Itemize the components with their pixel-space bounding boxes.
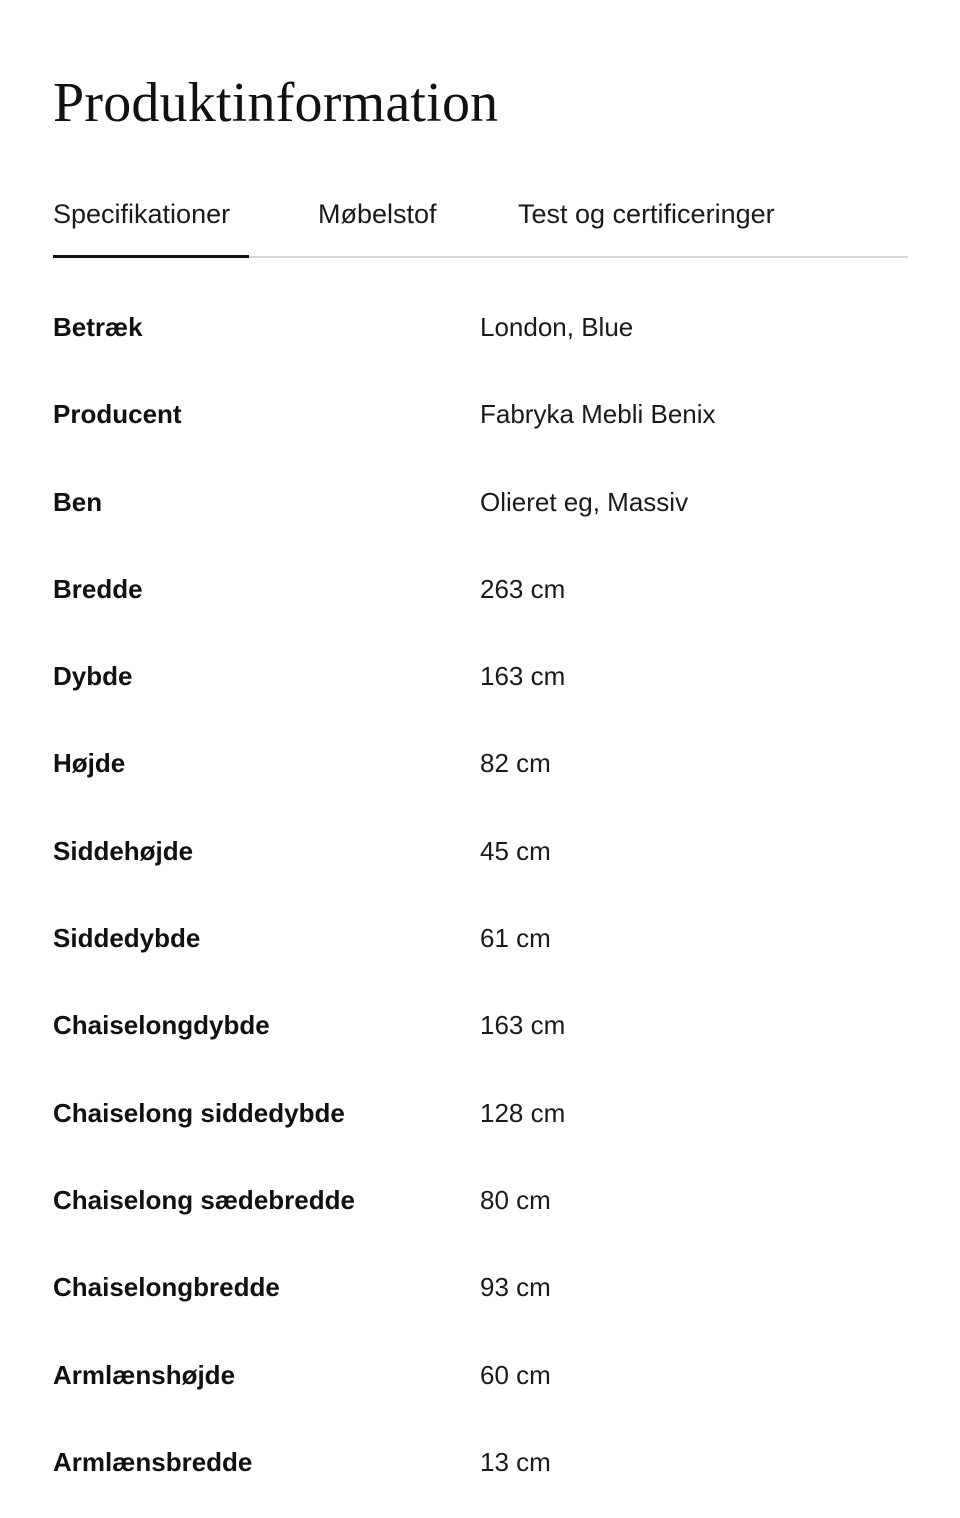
page-title: Produktinformation — [53, 72, 499, 134]
tab-bar — [53, 190, 908, 258]
spec-label: Siddedybde — [53, 923, 201, 954]
spec-row — [53, 720, 908, 807]
spec-row — [53, 808, 908, 895]
spec-row — [53, 1419, 908, 1506]
spec-row — [53, 895, 908, 982]
spec-label: Højde — [53, 748, 126, 779]
spec-label: Chaiselongbredde — [53, 1272, 280, 1303]
spec-value: London, Blue — [480, 312, 634, 342]
tab-mobelstof[interactable]: Møbelstof — [318, 199, 437, 229]
spec-value: 45 cm — [480, 835, 551, 866]
spec-value: 163 cm — [480, 1010, 566, 1041]
spec-label: Siddehøjde — [53, 835, 194, 866]
spec-value: 13 cm — [480, 1446, 551, 1477]
spec-label: Bredde — [53, 573, 143, 604]
spec-label: Armlænshøjde — [53, 1359, 236, 1390]
spec-label: Dybde — [53, 661, 133, 692]
spec-value: 263 cm — [480, 573, 566, 604]
spec-value: 80 cm — [480, 1184, 551, 1215]
spec-row — [53, 546, 908, 633]
spec-value: 82 cm — [480, 748, 551, 779]
spec-table — [53, 284, 908, 1506]
spec-value: Fabryka Mebli Benix — [480, 399, 716, 430]
spec-row — [53, 371, 908, 458]
spec-label: Ben — [53, 486, 103, 517]
spec-row — [53, 982, 908, 1069]
spec-label: Chaiselong siddedybde — [53, 1097, 345, 1128]
tab-specifikationer[interactable]: Specifikationer — [53, 199, 231, 229]
spec-row — [53, 1157, 908, 1244]
spec-row — [53, 1244, 908, 1331]
spec-row — [53, 459, 908, 546]
spec-label: Betræk — [53, 312, 143, 342]
spec-value: 60 cm — [480, 1359, 551, 1390]
active-tab-indicator — [53, 255, 249, 258]
spec-label: Chaiselong sædebredde — [53, 1184, 355, 1215]
spec-label: Armlænsbredde — [53, 1446, 253, 1477]
spec-row — [53, 633, 908, 720]
spec-row — [53, 1332, 908, 1419]
spec-value: 93 cm — [480, 1272, 551, 1303]
spec-value: 128 cm — [480, 1097, 566, 1128]
spec-label: Chaiselongdybde — [53, 1010, 270, 1041]
spec-value: Olieret eg, Massiv — [480, 486, 689, 517]
spec-row — [53, 1070, 908, 1157]
spec-row — [53, 284, 908, 371]
tab-test-og-certificeringer[interactable]: Test og certificeringer — [518, 199, 775, 229]
spec-label: Producent — [53, 399, 182, 430]
spec-value: 61 cm — [480, 923, 551, 954]
spec-value: 163 cm — [480, 661, 566, 692]
